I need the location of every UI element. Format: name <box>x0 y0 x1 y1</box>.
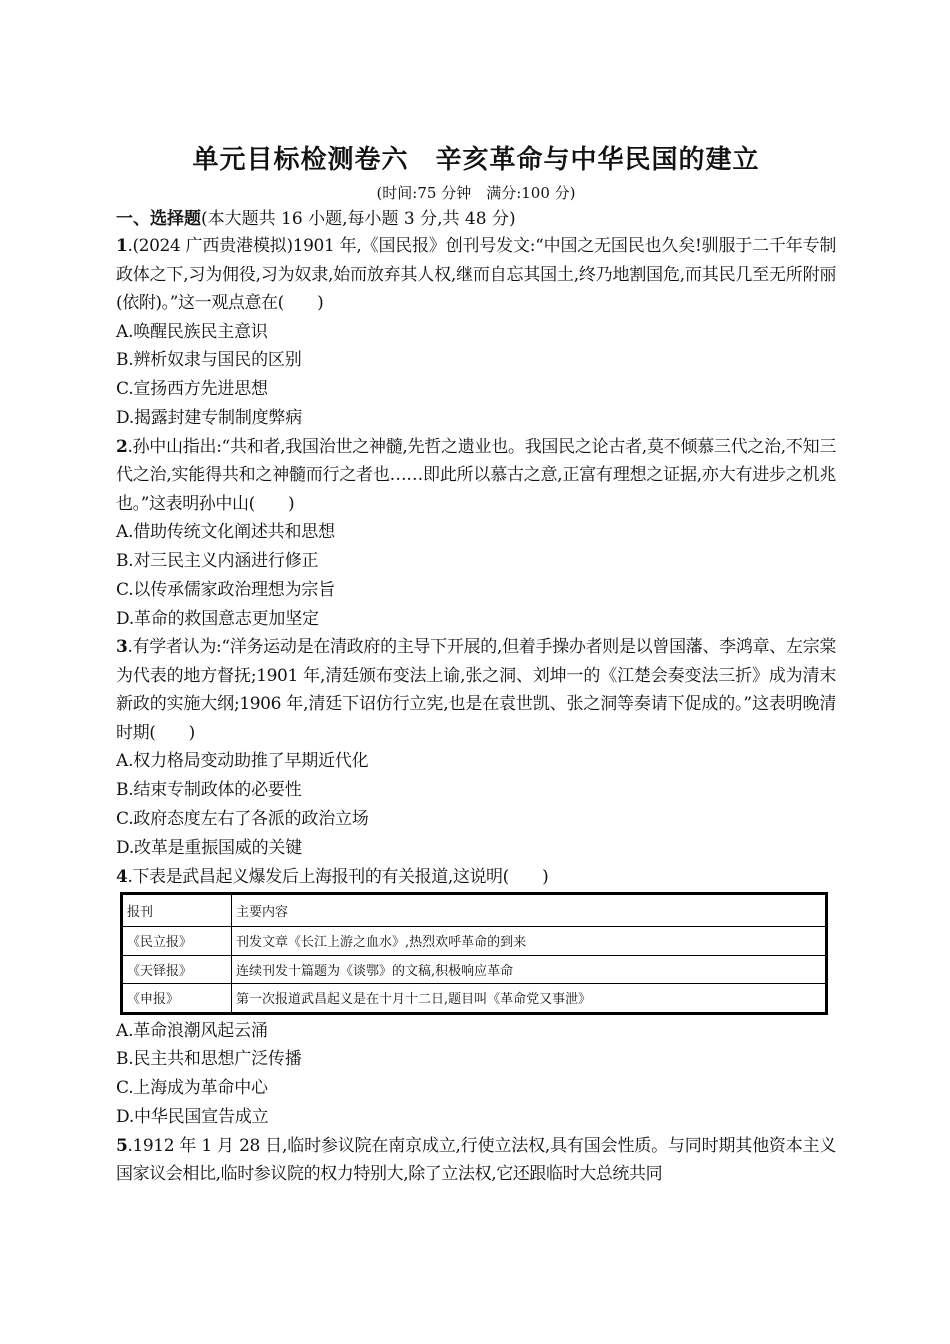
question-5 <box>116 1132 836 1189</box>
table-cell: 《民立报》 <box>122 927 232 956</box>
option-c: C.政府态度左右了各派的政治立场 <box>116 808 369 829</box>
option-a: A.借助传统文化阐述共和思想 <box>116 522 335 543</box>
section-desc: (本大题共 16 小题,每小题 3 分,共 48 分) <box>201 209 516 229</box>
page-title: 单元目标检测卷六 辛亥革命与中华民国的建立 <box>192 145 760 175</box>
table-row <box>122 955 827 984</box>
question-number: 5 <box>116 1135 128 1156</box>
section-title: 一、选择题 <box>116 209 201 229</box>
option-a: A.革命浪潮风起云涌 <box>116 1020 268 1041</box>
exam-info: (时间:75 分钟 满分:100 分) <box>376 184 576 202</box>
table-cell: 第一次报道武昌起义是在十月十二日,题目叫《革命党又事泄》 <box>232 984 827 1014</box>
question-stem <box>116 232 836 318</box>
question-4 <box>116 863 836 1132</box>
question-number: 2 <box>116 436 128 457</box>
exam-page <box>116 140 836 1189</box>
question-number: 3 <box>116 637 128 658</box>
newspaper-table <box>120 892 828 1015</box>
option-b: B.结束专制政体的必要性 <box>116 780 302 801</box>
question-text: .(2024 广西贵港模拟)1901 年,《国民报》创刊号发文:“中国之无国民也久矣!驯服于二千年专制政体之下,习为佣役,习为奴隶,始而放弃其人权,继而自忘其国土,终乃地割国危,而其民几至无所附丽(依附)。”这一观点意在( ) <box>116 236 836 313</box>
table-cell: 刊发文章《长江上游之血水》,热烈欢呼革命的到来 <box>232 927 827 956</box>
option-d: D.改革是重振国威的关键 <box>116 837 303 858</box>
question-3 <box>116 633 836 862</box>
option-b: B.辨析奴隶与国民的区别 <box>116 350 302 371</box>
section-heading <box>116 206 836 232</box>
question-stem <box>116 863 836 892</box>
option-c: C.宣扬西方先进思想 <box>116 379 268 400</box>
question-number: 1 <box>116 236 128 256</box>
option-c: C.以传承儒家政治理想为宗旨 <box>116 579 336 600</box>
option-b: B.民主共和思想广泛传播 <box>116 1049 302 1070</box>
table-cell: 《申报》 <box>122 984 232 1014</box>
question-stem <box>116 433 836 519</box>
question-text: .有学者认为:“洋务运动是在清政府的主导下开展的,但着手操办者则是以曾国藩、李鸿章、左宗棠为代表的地方督抚;1901 年,清廷颁布变法上谕,张之洞、刘坤一的《江楚会奏变法三折》成为清末新政的实施大纲;1906 年,清廷下诏仿行立宪,也是在袁世凯、张之洞等奏请下促成的。”这表明晚清时期( ) <box>116 637 836 743</box>
table-row <box>122 927 827 956</box>
table-row <box>122 984 827 1014</box>
table-header-cell: 主要内容 <box>232 894 827 927</box>
option-a: A.唤醒民族民主意识 <box>116 321 268 342</box>
question-2 <box>116 433 836 634</box>
option-d: D.中华民国宣告成立 <box>116 1106 269 1127</box>
question-number: 4 <box>116 866 128 887</box>
option-d: D.革命的救国意志更加坚定 <box>116 608 319 629</box>
table-header-cell: 报刊 <box>122 894 232 927</box>
table-cell: 《天铎报》 <box>122 955 232 984</box>
option-b: B.对三民主义内涵进行修正 <box>116 550 319 571</box>
option-d: D.揭露封建专制制度弊病 <box>116 407 303 428</box>
question-text: .孙中山指出:“共和者,我国治世之神髓,先哲之遗业也。我国民之论古者,莫不倾慕三代之治,不知三代之治,实能得共和之神髓而行之者也……即此所以慕古之意,正富有理想之证据,亦大有进步之机兆也。”这表明孙中山( ) <box>116 436 836 514</box>
question-stem <box>116 1132 836 1189</box>
table-header-row <box>122 894 827 927</box>
option-c: C.上海成为革命中心 <box>116 1078 268 1099</box>
question-stem <box>116 633 836 747</box>
question-text: .1912 年 1 月 28 日,临时参议院在南京成立,行使立法权,具有国会性质。与同时期其他资本主义国家议会相比,临时参议院的权力特别大,除了立法权,它还跟临时大总统共同 <box>116 1135 836 1185</box>
table-cell: 连续刊发十篇题为《谈鄂》的文稿,积极响应革命 <box>232 955 827 984</box>
question-1 <box>116 232 836 433</box>
option-a: A.权力格局变动助推了早期近代化 <box>116 751 369 772</box>
question-text: .下表是武昌起义爆发后上海报刊的有关报道,这说明( ) <box>127 866 549 887</box>
